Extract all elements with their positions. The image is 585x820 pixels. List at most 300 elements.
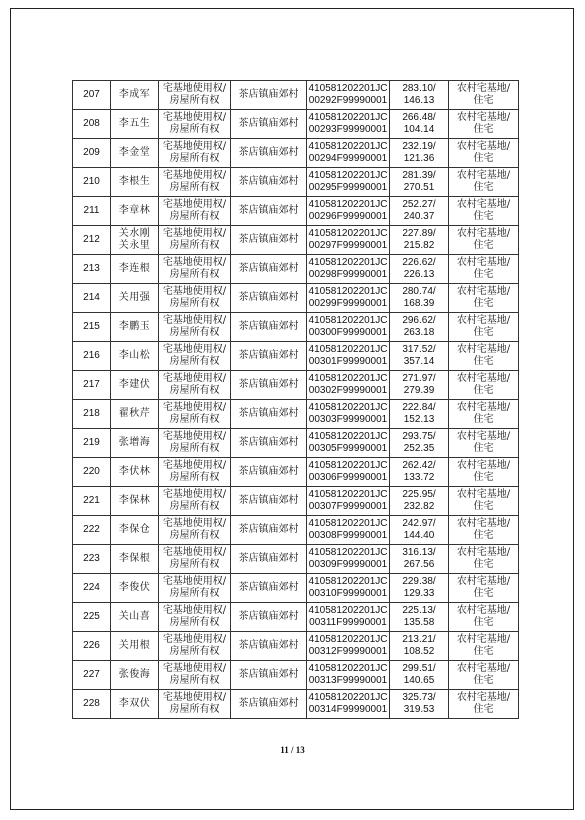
cell-line: 263.18 bbox=[403, 327, 435, 338]
cell-line: 410581202201JC bbox=[308, 83, 388, 94]
land-use bbox=[449, 545, 519, 574]
owner-name bbox=[111, 313, 159, 342]
cell-line: 410581202201JC bbox=[308, 112, 388, 123]
cell-line: 00303F99990001 bbox=[308, 414, 388, 425]
cell-line: 住宅 bbox=[473, 327, 494, 338]
cell-line: 农村宅基地/ bbox=[456, 692, 511, 703]
area-values bbox=[390, 371, 449, 400]
location: 茶店镇庙郊村 bbox=[231, 371, 307, 400]
cell-line: 00292F99990001 bbox=[308, 95, 388, 106]
cell-line: 00312F99990001 bbox=[308, 646, 388, 657]
parcel-code bbox=[307, 226, 390, 255]
area-values bbox=[390, 342, 449, 371]
cell-line: 李伏林 bbox=[118, 466, 151, 477]
cell-line: 317.52/ bbox=[402, 344, 436, 355]
table-row bbox=[73, 255, 519, 284]
cell-line: 住宅 bbox=[473, 153, 494, 164]
location: 茶店镇庙郊村 bbox=[231, 516, 307, 545]
table-row bbox=[73, 371, 519, 400]
cell-line: 宅基地使用权/ bbox=[162, 228, 227, 239]
cell-line: 宅基地使用权/ bbox=[162, 257, 227, 268]
owner-name bbox=[111, 168, 159, 197]
cell-line: 农村宅基地/ bbox=[456, 547, 511, 558]
area-values bbox=[390, 487, 449, 516]
area-values bbox=[390, 313, 449, 342]
cell-line: 宅基地使用权/ bbox=[162, 199, 227, 210]
table-row bbox=[73, 458, 519, 487]
location: 茶店镇庙郊村 bbox=[231, 574, 307, 603]
land-use bbox=[449, 313, 519, 342]
parcel-code bbox=[307, 574, 390, 603]
parcel-code bbox=[307, 690, 390, 719]
cell-line: 410581202201JC bbox=[308, 199, 388, 210]
area-values bbox=[390, 545, 449, 574]
table-row bbox=[73, 487, 519, 516]
cell-line: 宅基地使用权/ bbox=[162, 518, 227, 529]
cell-line: 李山松 bbox=[118, 350, 151, 361]
cell-line: 410581202201JC bbox=[308, 489, 388, 500]
cell-line: 农村宅基地/ bbox=[456, 518, 511, 529]
cell-line: 住宅 bbox=[473, 646, 494, 657]
area-values bbox=[390, 255, 449, 284]
parcel-code bbox=[307, 516, 390, 545]
parcel-code bbox=[307, 458, 390, 487]
cell-line: 住宅 bbox=[473, 443, 494, 454]
cell-line: 410581202201JC bbox=[308, 141, 388, 152]
cell-line: 410581202201JC bbox=[308, 431, 388, 442]
cell-line: 357.14 bbox=[403, 356, 435, 367]
cell-line: 267.56 bbox=[403, 559, 435, 570]
row-number: 224 bbox=[73, 574, 111, 603]
cell-line: 宅基地使用权/ bbox=[162, 344, 227, 355]
cell-line: 宅基地使用权/ bbox=[162, 692, 227, 703]
cell-line: 410581202201JC bbox=[308, 518, 388, 529]
cell-line: 住宅 bbox=[473, 414, 494, 425]
table-row bbox=[73, 661, 519, 690]
area-values bbox=[390, 168, 449, 197]
right-type bbox=[159, 545, 231, 574]
row-number: 207 bbox=[73, 81, 111, 110]
right-type bbox=[159, 313, 231, 342]
location: 茶店镇庙郊村 bbox=[231, 661, 307, 690]
cell-line: 房屋所有权 bbox=[169, 298, 220, 309]
row-number: 223 bbox=[73, 545, 111, 574]
right-type bbox=[159, 81, 231, 110]
right-type bbox=[159, 284, 231, 313]
cell-line: 农村宅基地/ bbox=[456, 286, 511, 297]
cell-line: 232.82 bbox=[403, 501, 435, 512]
cell-line: 宅基地使用权/ bbox=[162, 547, 227, 558]
cell-line: 410581202201JC bbox=[308, 547, 388, 558]
cell-line: 住宅 bbox=[473, 530, 494, 541]
cell-line: 张俊海 bbox=[118, 669, 151, 680]
cell-line: 房屋所有权 bbox=[169, 530, 220, 541]
cell-line: 关用根 bbox=[118, 640, 151, 651]
cell-line: 232.19/ bbox=[402, 141, 436, 152]
cell-line: 住宅 bbox=[473, 472, 494, 483]
cell-line: 住宅 bbox=[473, 211, 494, 222]
right-type bbox=[159, 226, 231, 255]
cell-line: 农村宅基地/ bbox=[456, 460, 511, 471]
cell-line: 张增海 bbox=[118, 437, 151, 448]
cell-line: 280.74/ bbox=[402, 286, 436, 297]
cell-line: 00313F99990001 bbox=[308, 675, 388, 686]
location: 茶店镇庙郊村 bbox=[231, 81, 307, 110]
owner-name bbox=[111, 284, 159, 313]
table-row bbox=[73, 690, 519, 719]
owner-name bbox=[111, 342, 159, 371]
cell-line: 宅基地使用权/ bbox=[162, 634, 227, 645]
location: 茶店镇庙郊村 bbox=[231, 429, 307, 458]
cell-line: 房屋所有权 bbox=[169, 704, 220, 715]
parcel-code bbox=[307, 342, 390, 371]
cell-line: 李双伏 bbox=[118, 698, 151, 709]
row-number: 209 bbox=[73, 139, 111, 168]
location: 茶店镇庙郊村 bbox=[231, 400, 307, 429]
cell-line: 关永里 bbox=[118, 240, 151, 251]
owner-name bbox=[111, 516, 159, 545]
cell-line: 李保林 bbox=[118, 495, 151, 506]
page-number: 11 / 13 bbox=[280, 745, 305, 755]
right-type bbox=[159, 661, 231, 690]
cell-line: 住宅 bbox=[473, 182, 494, 193]
land-use bbox=[449, 284, 519, 313]
cell-line: 农村宅基地/ bbox=[456, 402, 511, 413]
cell-line: 李鹏玉 bbox=[118, 321, 151, 332]
cell-line: 房屋所有权 bbox=[169, 588, 220, 599]
cell-line: 242.97/ bbox=[402, 518, 436, 529]
row-number: 228 bbox=[73, 690, 111, 719]
cell-line: 农村宅基地/ bbox=[456, 489, 511, 500]
land-use bbox=[449, 429, 519, 458]
cell-line: 房屋所有权 bbox=[169, 182, 220, 193]
location: 茶店镇庙郊村 bbox=[231, 458, 307, 487]
parcel-code bbox=[307, 139, 390, 168]
cell-line: 房屋所有权 bbox=[169, 327, 220, 338]
cell-line: 108.52 bbox=[403, 646, 435, 657]
row-number: 222 bbox=[73, 516, 111, 545]
cell-line: 李建伏 bbox=[118, 379, 151, 390]
cell-line: 410581202201JC bbox=[308, 228, 388, 239]
owner-name bbox=[111, 458, 159, 487]
land-use bbox=[449, 516, 519, 545]
cell-line: 住宅 bbox=[473, 385, 494, 396]
cell-line: 00300F99990001 bbox=[308, 327, 388, 338]
cell-line: 00309F99990001 bbox=[308, 559, 388, 570]
cell-line: 00293F99990001 bbox=[308, 124, 388, 135]
area-values bbox=[390, 574, 449, 603]
area-values bbox=[390, 81, 449, 110]
cell-line: 410581202201JC bbox=[308, 344, 388, 355]
location: 茶店镇庙郊村 bbox=[231, 226, 307, 255]
cell-line: 00296F99990001 bbox=[308, 211, 388, 222]
row-number: 225 bbox=[73, 603, 111, 632]
parcel-code bbox=[307, 371, 390, 400]
cell-line: 283.10/ bbox=[402, 83, 436, 94]
land-use bbox=[449, 226, 519, 255]
cell-line: 410581202201JC bbox=[308, 402, 388, 413]
land-use bbox=[449, 255, 519, 284]
cell-line: 410581202201JC bbox=[308, 576, 388, 587]
cell-line: 00302F99990001 bbox=[308, 385, 388, 396]
cell-line: 00307F99990001 bbox=[308, 501, 388, 512]
right-type bbox=[159, 690, 231, 719]
table-row bbox=[73, 632, 519, 661]
cell-line: 00306F99990001 bbox=[308, 472, 388, 483]
cell-line: 00299F99990001 bbox=[308, 298, 388, 309]
right-type bbox=[159, 458, 231, 487]
cell-line: 281.39/ bbox=[402, 170, 436, 181]
parcel-code bbox=[307, 197, 390, 226]
owner-name bbox=[111, 226, 159, 255]
cell-line: 316.13/ bbox=[402, 547, 436, 558]
cell-line: 226.13 bbox=[403, 269, 435, 280]
row-number: 218 bbox=[73, 400, 111, 429]
cell-line: 关水刚 bbox=[118, 228, 151, 239]
cell-line: 410581202201JC bbox=[308, 692, 388, 703]
location: 茶店镇庙郊村 bbox=[231, 313, 307, 342]
cell-line: 住宅 bbox=[473, 95, 494, 106]
owner-name bbox=[111, 690, 159, 719]
owner-name bbox=[111, 603, 159, 632]
area-values bbox=[390, 110, 449, 139]
cell-line: 房屋所有权 bbox=[169, 559, 220, 570]
cell-line: 房屋所有权 bbox=[169, 675, 220, 686]
cell-line: 房屋所有权 bbox=[169, 443, 220, 454]
cell-line: 李俊伏 bbox=[118, 582, 151, 593]
table-row bbox=[73, 603, 519, 632]
cell-line: 农村宅基地/ bbox=[456, 663, 511, 674]
location: 茶店镇庙郊村 bbox=[231, 284, 307, 313]
cell-line: 宅基地使用权/ bbox=[162, 663, 227, 674]
cell-line: 410581202201JC bbox=[308, 605, 388, 616]
owner-name bbox=[111, 574, 159, 603]
row-number: 226 bbox=[73, 632, 111, 661]
cell-line: 410581202201JC bbox=[308, 315, 388, 326]
cell-line: 宅基地使用权/ bbox=[162, 112, 227, 123]
land-use bbox=[449, 487, 519, 516]
cell-line: 李成军 bbox=[118, 89, 151, 100]
table-row bbox=[73, 139, 519, 168]
table-row bbox=[73, 545, 519, 574]
land-use bbox=[449, 371, 519, 400]
owner-name bbox=[111, 255, 159, 284]
parcel-code bbox=[307, 255, 390, 284]
cell-line: 住宅 bbox=[473, 298, 494, 309]
cell-line: 135.58 bbox=[403, 617, 435, 628]
cell-line: 00295F99990001 bbox=[308, 182, 388, 193]
cell-line: 410581202201JC bbox=[308, 634, 388, 645]
location: 茶店镇庙郊村 bbox=[231, 545, 307, 574]
cell-line: 410581202201JC bbox=[308, 373, 388, 384]
cell-line: 410581202201JC bbox=[308, 663, 388, 674]
cell-line: 225.13/ bbox=[402, 605, 436, 616]
land-use bbox=[449, 458, 519, 487]
cell-line: 住宅 bbox=[473, 617, 494, 628]
cell-line: 宅基地使用权/ bbox=[162, 373, 227, 384]
parcel-code bbox=[307, 313, 390, 342]
cell-line: 农村宅基地/ bbox=[456, 83, 511, 94]
right-type bbox=[159, 603, 231, 632]
cell-line: 房屋所有权 bbox=[169, 269, 220, 280]
area-values bbox=[390, 458, 449, 487]
cell-line: 房屋所有权 bbox=[169, 356, 220, 367]
area-values bbox=[390, 603, 449, 632]
cell-line: 252.27/ bbox=[402, 199, 436, 210]
owner-name bbox=[111, 545, 159, 574]
parcel-code bbox=[307, 487, 390, 516]
table-row bbox=[73, 110, 519, 139]
area-values bbox=[390, 226, 449, 255]
cell-line: 宅基地使用权/ bbox=[162, 315, 227, 326]
cell-line: 240.37 bbox=[403, 211, 435, 222]
cell-line: 住宅 bbox=[473, 675, 494, 686]
cell-line: 262.42/ bbox=[402, 460, 436, 471]
table-row bbox=[73, 400, 519, 429]
cell-line: 410581202201JC bbox=[308, 286, 388, 297]
row-number: 221 bbox=[73, 487, 111, 516]
area-values bbox=[390, 139, 449, 168]
location: 茶店镇庙郊村 bbox=[231, 487, 307, 516]
owner-name bbox=[111, 110, 159, 139]
land-use bbox=[449, 400, 519, 429]
cell-line: 325.73/ bbox=[402, 692, 436, 703]
owner-name bbox=[111, 429, 159, 458]
row-number: 210 bbox=[73, 168, 111, 197]
owner-name bbox=[111, 81, 159, 110]
parcel-code bbox=[307, 545, 390, 574]
cell-line: 144.40 bbox=[403, 530, 435, 541]
row-number: 220 bbox=[73, 458, 111, 487]
cell-line: 房屋所有权 bbox=[169, 211, 220, 222]
owner-name bbox=[111, 632, 159, 661]
cell-line: 229.38/ bbox=[402, 576, 436, 587]
row-number: 216 bbox=[73, 342, 111, 371]
area-values bbox=[390, 661, 449, 690]
parcel-code bbox=[307, 661, 390, 690]
cell-line: 房屋所有权 bbox=[169, 124, 220, 135]
location: 茶店镇庙郊村 bbox=[231, 110, 307, 139]
cell-line: 宅基地使用权/ bbox=[162, 170, 227, 181]
parcel-code bbox=[307, 603, 390, 632]
right-type bbox=[159, 139, 231, 168]
land-use bbox=[449, 81, 519, 110]
area-values bbox=[390, 632, 449, 661]
cell-line: 319.53 bbox=[403, 704, 435, 715]
cell-line: 李金堂 bbox=[118, 147, 151, 158]
parcel-code bbox=[307, 284, 390, 313]
right-type bbox=[159, 255, 231, 284]
table-row bbox=[73, 342, 519, 371]
cell-line: 住宅 bbox=[473, 704, 494, 715]
cell-line: 270.51 bbox=[403, 182, 435, 193]
area-values bbox=[390, 429, 449, 458]
owner-name bbox=[111, 139, 159, 168]
table-row bbox=[73, 429, 519, 458]
row-number: 211 bbox=[73, 197, 111, 226]
cell-line: 00294F99990001 bbox=[308, 153, 388, 164]
location: 茶店镇庙郊村 bbox=[231, 168, 307, 197]
area-values bbox=[390, 284, 449, 313]
cell-line: 住宅 bbox=[473, 240, 494, 251]
cell-line: 农村宅基地/ bbox=[456, 576, 511, 587]
right-type bbox=[159, 516, 231, 545]
cell-line: 00311F99990001 bbox=[309, 617, 387, 628]
table-row bbox=[73, 284, 519, 313]
land-use bbox=[449, 632, 519, 661]
owner-name bbox=[111, 197, 159, 226]
cell-line: 房屋所有权 bbox=[169, 617, 220, 628]
cell-line: 住宅 bbox=[473, 559, 494, 570]
cell-line: 252.35 bbox=[403, 443, 435, 454]
owner-name bbox=[111, 661, 159, 690]
cell-line: 农村宅基地/ bbox=[456, 431, 511, 442]
cell-line: 133.72 bbox=[403, 472, 435, 483]
table-row bbox=[73, 313, 519, 342]
cell-line: 农村宅基地/ bbox=[456, 634, 511, 645]
area-values bbox=[390, 400, 449, 429]
row-number: 208 bbox=[73, 110, 111, 139]
cell-line: 农村宅基地/ bbox=[456, 199, 511, 210]
location: 茶店镇庙郊村 bbox=[231, 603, 307, 632]
cell-line: 宅基地使用权/ bbox=[162, 83, 227, 94]
cell-line: 农村宅基地/ bbox=[456, 344, 511, 355]
cell-line: 104.14 bbox=[403, 124, 435, 135]
cell-line: 00297F99990001 bbox=[308, 240, 388, 251]
cell-line: 213.21/ bbox=[402, 634, 436, 645]
table-row bbox=[73, 574, 519, 603]
cell-line: 271.97/ bbox=[402, 373, 436, 384]
cell-line: 宅基地使用权/ bbox=[162, 431, 227, 442]
land-use bbox=[449, 661, 519, 690]
row-number: 217 bbox=[73, 371, 111, 400]
cell-line: 00305F99990001 bbox=[308, 443, 388, 454]
cell-line: 222.84/ bbox=[402, 402, 436, 413]
cell-line: 00314F99990001 bbox=[308, 704, 388, 715]
cell-line: 李五生 bbox=[118, 118, 151, 129]
owner-name bbox=[111, 487, 159, 516]
cell-line: 住宅 bbox=[473, 501, 494, 512]
cell-line: 279.39 bbox=[403, 385, 435, 396]
cell-line: 140.65 bbox=[403, 675, 435, 686]
cell-line: 农村宅基地/ bbox=[456, 228, 511, 239]
row-number: 219 bbox=[73, 429, 111, 458]
row-number: 215 bbox=[73, 313, 111, 342]
table-row bbox=[73, 81, 519, 110]
land-use bbox=[449, 139, 519, 168]
cell-line: 李章林 bbox=[118, 205, 151, 216]
cell-line: 168.39 bbox=[403, 298, 435, 309]
right-type bbox=[159, 429, 231, 458]
cell-line: 宅基地使用权/ bbox=[162, 402, 227, 413]
cell-line: 农村宅基地/ bbox=[456, 141, 511, 152]
cell-line: 李根生 bbox=[118, 176, 151, 187]
cell-line: 225.95/ bbox=[402, 489, 436, 500]
location: 茶店镇庙郊村 bbox=[231, 139, 307, 168]
cell-line: 李保仓 bbox=[118, 524, 151, 535]
row-number: 213 bbox=[73, 255, 111, 284]
land-use bbox=[449, 197, 519, 226]
cell-line: 266.48/ bbox=[402, 112, 436, 123]
cell-line: 房屋所有权 bbox=[169, 95, 220, 106]
location: 茶店镇庙郊村 bbox=[231, 342, 307, 371]
cell-line: 121.36 bbox=[403, 153, 435, 164]
cell-line: 152.13 bbox=[403, 414, 435, 425]
right-type bbox=[159, 197, 231, 226]
table-row bbox=[73, 226, 519, 255]
cell-line: 宅基地使用权/ bbox=[162, 460, 227, 471]
right-type bbox=[159, 342, 231, 371]
